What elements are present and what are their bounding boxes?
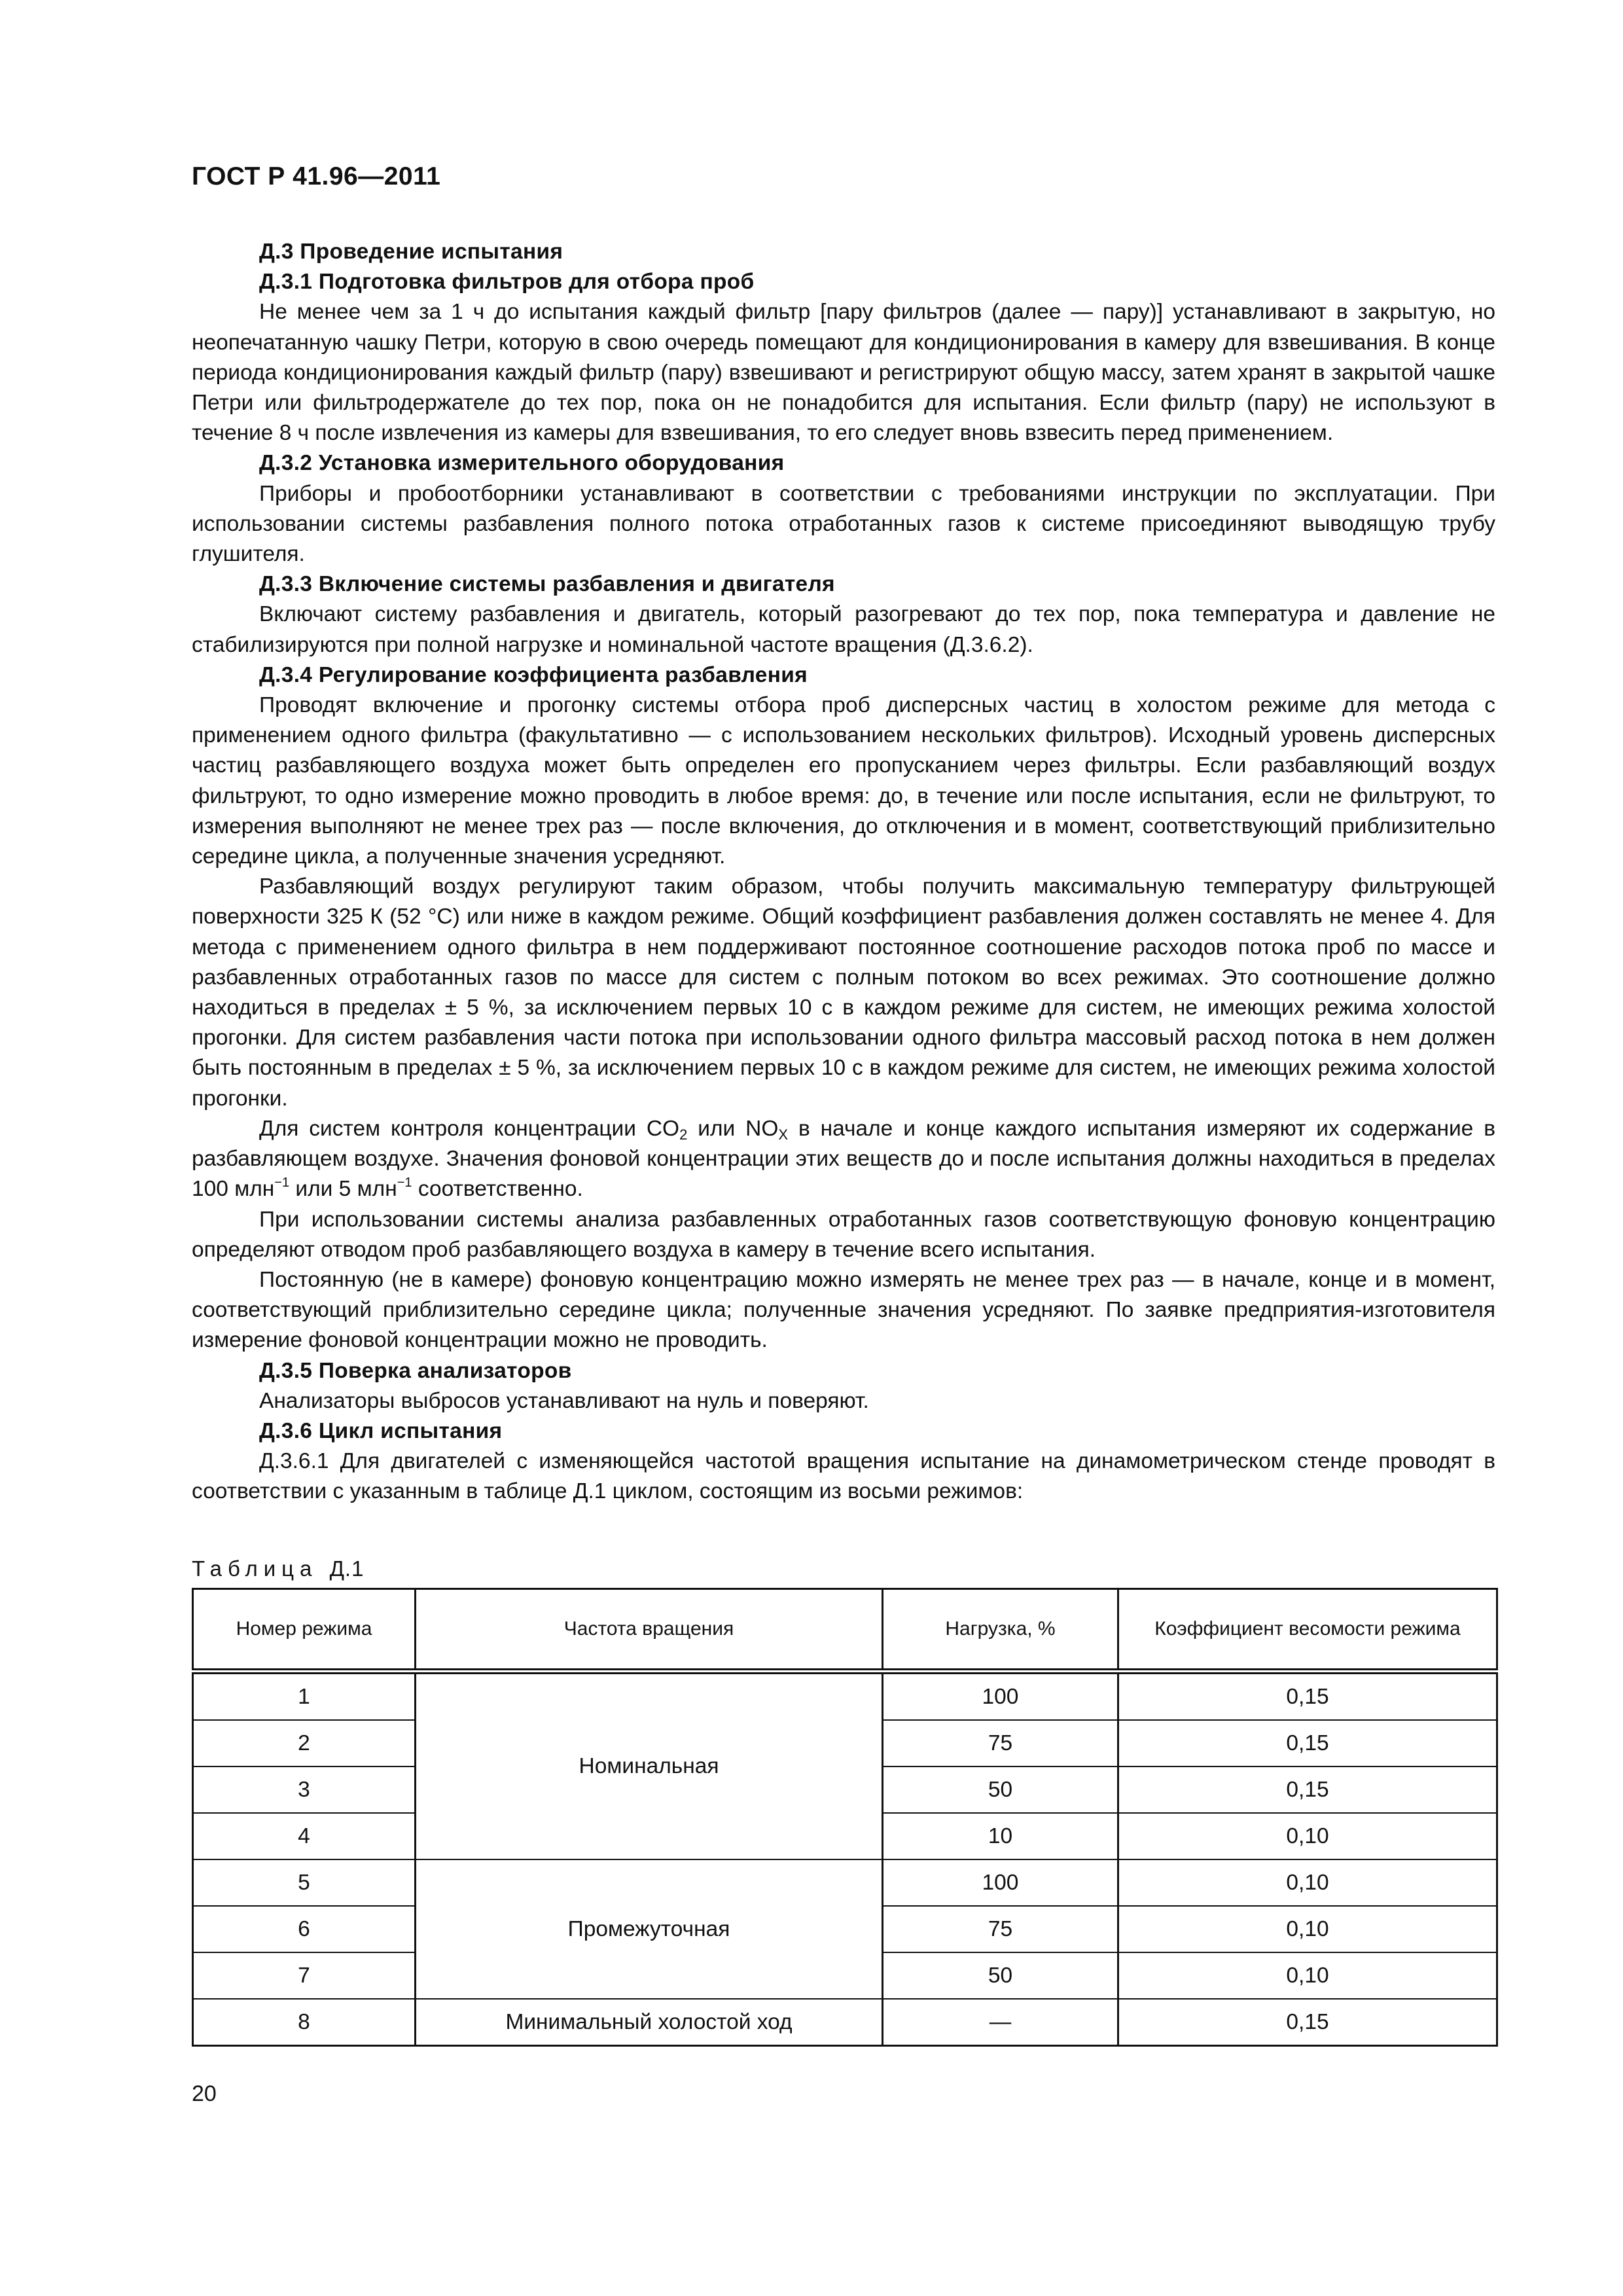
unit-superscript-2: −1 (397, 1175, 412, 1191)
header-mode-number: Номер режима (193, 1589, 416, 1672)
cell-load: 100 (883, 1672, 1118, 1721)
cell-speed-group: Минимальный холостой ход (416, 1999, 883, 2046)
cell-weight: 0,15 (1118, 1999, 1497, 2046)
paragraph-d34-3-part-e: соответственно. (412, 1177, 583, 1202)
cell-load: 50 (883, 1767, 1118, 1813)
header-weight-factor: Коэффициент весомости режима (1118, 1589, 1497, 1672)
paragraph-d32-1: Приборы и пробоотборники устанавливают в соответствии с требованиями инструкции по эксплуатации. При использовании системы разбавления полного потока отработанных газов к системе присоединяют выводящую трубу глушителя. (192, 481, 1495, 567)
table-row (193, 1672, 1497, 1721)
cell-weight: 0,10 (1118, 1906, 1497, 1952)
table-caption-number: Д.1 (329, 1556, 365, 1581)
paragraph-d34-5: Постоянную (не в камере) фоновую концентрацию можно измерять не менее трех раз — в начале, конце и в момент, соответствующий приблизительно середине цикла; полученные значения усредняют. По заявке предприятия-изготовителя измерение фоновой концентрации можно не проводить. (192, 1267, 1495, 1353)
table-caption (192, 1556, 364, 1581)
page-number: 20 (192, 2081, 217, 2106)
cell-mode: 4 (193, 1813, 416, 1859)
table-row (193, 1999, 1497, 2046)
table-header-row (193, 1589, 1497, 1672)
cell-mode: 5 (193, 1859, 416, 1906)
cell-mode: 6 (193, 1906, 416, 1952)
cell-weight: 0,10 (1118, 1859, 1497, 1906)
cell-weight: 0,10 (1118, 1813, 1497, 1859)
nox-subscript: X (778, 1126, 789, 1143)
table-row (193, 1859, 1497, 1906)
section-heading-d3: Д.3 Проведение испытания (259, 240, 563, 264)
section-heading-d32: Д.3.2 Установка измерительного оборудования (259, 451, 785, 476)
cell-mode: 2 (193, 1720, 416, 1767)
paragraph-d34-3 (192, 1114, 1495, 1205)
cell-load: 75 (883, 1906, 1118, 1952)
paragraph-d31-1: Не менее чем за 1 ч до испытания каждый фильтр [пару фильтров (далее — пару)] устанавливают в закрытую, но неопечатанную чашку Петри, которую в свою очередь помещают для кондиционирования в камеру для взвешивания. В конце периода кондиционирования каждый фильтр (пару) взвешивают и регистрируют общую массу, затем хранят в закрытой чашке Петри или фильтродержателе до тех пор, пока он не понадобится для испытания. Если фильтр (пару) не используют в течение 8 ч после извлечения из камеры для взвешивания, то его следует вновь взвесить перед применением. (192, 300, 1495, 446)
paragraph-d34-1: Проводят включение и прогонку системы отбора проб дисперсных частиц в холостом режиме для метода с применением одного фильтра (факультативно — с использованием нескольких фильтров). Исходный уровень дисперсных частиц разбавляющего воздуха может быть определен его пропусканием через фильтры. Если разбавляющий воздух фильтруют, то одно измерение можно проводить в любое время: до, в течение или после испытания, если не фильтруют, то измерения выполняют не менее трех раз — после включения, до отключения и в момент, соответствующий приблизительно середине цикла, а полученные значения усредняют. (192, 693, 1495, 869)
cell-mode: 3 (193, 1767, 416, 1813)
paragraph-d34-3-part-a: Для систем контроля концентрации CO (259, 1116, 680, 1141)
cell-mode: 1 (193, 1672, 416, 1721)
co2-subscript: 2 (679, 1126, 688, 1143)
cell-speed-group: Промежуточная (416, 1859, 883, 1999)
cell-mode: 8 (193, 1999, 416, 2046)
header-load: Нагрузка, % (883, 1589, 1118, 1672)
cell-weight: 0,15 (1118, 1672, 1497, 1721)
section-heading-d36: Д.3.6 Цикл испытания (259, 1418, 503, 1443)
cell-weight: 0,10 (1118, 1952, 1497, 1999)
paragraph-d33-1: Включают систему разбавления и двигатель, который разогревают до тех пор, пока температура и давление не стабилизируются при полной нагрузке и номинальной частоте вращения (Д.3.6.2). (192, 602, 1495, 657)
section-heading-d33: Д.3.3 Включение системы разбавления и двигателя (259, 572, 835, 597)
paragraph-d34-3-part-d: или 5 млн (289, 1177, 397, 1202)
body-text (192, 237, 1495, 1507)
cell-load: 75 (883, 1720, 1118, 1767)
section-heading-d35: Д.3.5 Поверка анализаторов (259, 1358, 572, 1383)
section-heading-d34: Д.3.4 Регулирование коэффициента разбавления (259, 662, 808, 687)
cell-weight: 0,15 (1118, 1767, 1497, 1813)
paragraph-d34-2: Разбавляющий воздух регулируют таким образом, чтобы получить максимальную температуру фильтрующей поверхности 325 К (52 °C) или ниже в каждом режиме. Общий коэффициент разбавления должен составлять не менее 4. Для метода с применением одного фильтра в нем поддерживают постоянное соотношение расходов потока проб по массе и разбавленных отработанных газов по массе для систем с полным потоком во всех режимах. Это соотношение должно находиться в пределах ± 5 %, за исключением первых 10 с в каждом режиме для систем, не имеющих режима холостой прогонки. Для систем разбавления части потока при использовании одного фильтра массовый расход потока в нем должен быть постоянным в пределах ± 5 %, за исключением первых 10 с в каждом режиме для систем, не имеющих режима холостой прогонки. (192, 874, 1495, 1111)
standard-designation: ГОСТ Р 41.96—2011 (192, 162, 441, 190)
paragraph-d34-4: При использовании системы анализа разбавленных отработанных газов соответствующую фоновую концентрацию определяют отводом проб разбавляющего воздуха в камеру в течение всего испытания. (192, 1207, 1495, 1262)
cell-load: 100 (883, 1859, 1118, 1906)
header-speed: Частота вращения (416, 1589, 883, 1672)
cell-load: 50 (883, 1952, 1118, 1999)
paragraph-d35-1: Анализаторы выбросов устанавливают на нуль и поверяют. (259, 1388, 869, 1413)
cell-weight: 0,15 (1118, 1720, 1497, 1767)
table-caption-word: Таблица (192, 1556, 318, 1581)
cell-mode: 7 (193, 1952, 416, 1999)
cell-speed-group: Номинальная (416, 1672, 883, 1860)
cell-load: — (883, 1999, 1118, 2046)
paragraph-d34-3-part-b: или NO (687, 1116, 779, 1141)
paragraph-d36-1: Д.3.6.1 Для двигателей с изменяющейся частотой вращения испытание на динамометрическом стенде проводят в соответствии с указанным в таблице Д.1 циклом, состоящим из восьми режимов: (192, 1449, 1495, 1504)
test-cycle-table (192, 1588, 1498, 2047)
cell-load: 10 (883, 1813, 1118, 1859)
paragraph-d34-3-part-c: в начале и конце каждого испытания измеряют их содержание в разбавляющем воздухе. Значения фоновой концентрации этих веществ до и после испытания должны находиться в пределах 100 млн (192, 1116, 1495, 1202)
section-heading-d31: Д.3.1 Подготовка фильтров для отбора проб (259, 270, 755, 295)
unit-superscript-1: −1 (274, 1175, 290, 1191)
